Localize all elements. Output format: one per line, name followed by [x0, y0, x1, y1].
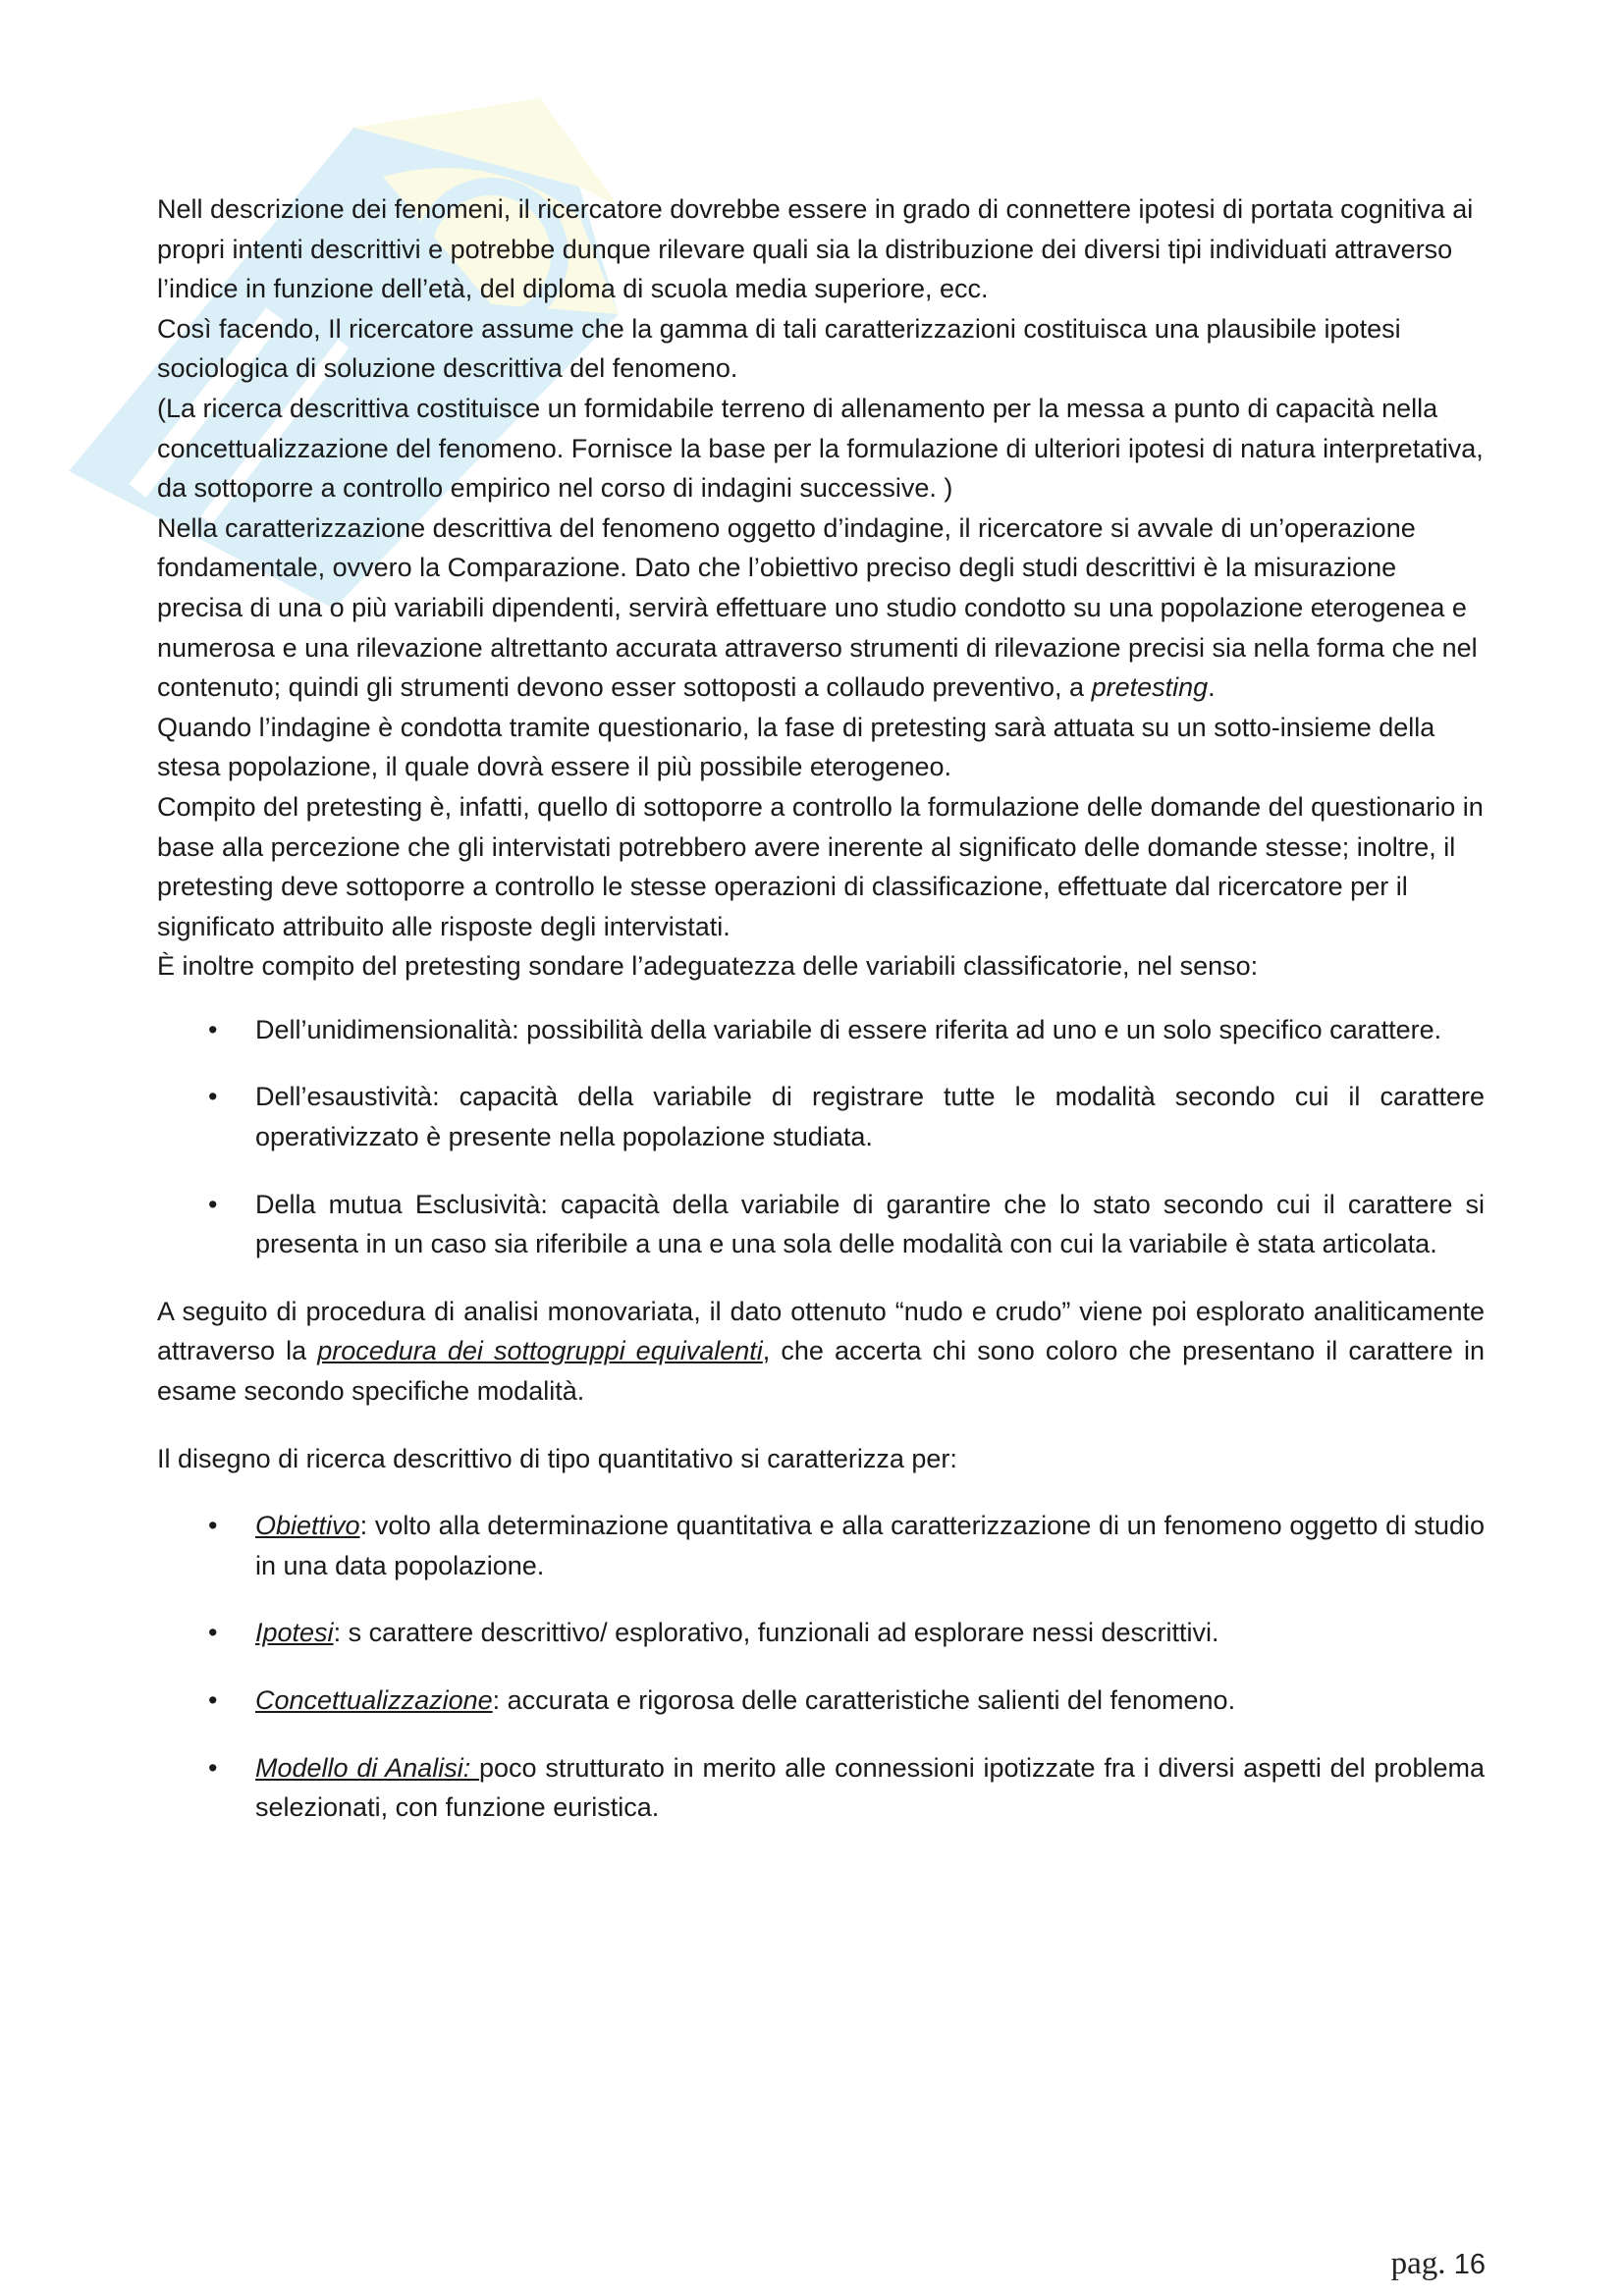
list-item: [157, 1613, 1485, 1653]
comparazione-end: .: [1208, 672, 1216, 703]
monovariata-after: , che accerta chi sono coloro che presentano il carattere in esame secondo specifiche modalità.: [157, 1336, 1485, 1407]
bullet-text: Dell’unidimensionalità: possibilità della variabile di essere riferita ad uno e un solo specifico carattere.: [255, 1014, 1442, 1044]
bullet-text: Dell’esaustività: capacità della variabile di registrare tutte le modalità secondo cui il carattere operativizzato è presente nella popolazione studiata.: [255, 1082, 1485, 1152]
pretesting-term: pretesting: [1091, 672, 1209, 703]
bullet-list-variabili: [157, 1010, 1485, 1264]
term-modello-analisi: Modello di Analisi:: [255, 1752, 479, 1783]
bullet-text: poco strutturato in merito alle connessioni ipotizzate fra i diversi aspetti del problema selezionati, con funzione euristica.: [255, 1752, 1485, 1823]
bullet-icon: •: [208, 1511, 218, 1541]
term-ipotesi: Ipotesi: [255, 1618, 334, 1648]
list-item: [157, 1185, 1485, 1264]
page-label: pag.: [1390, 2246, 1446, 2281]
term-concettualizzazione: Concettualizzazione: [255, 1685, 493, 1715]
paragraph-monovariata: [157, 1292, 1485, 1412]
paragraph-descrizione: Nell descrizione dei fenomeni, il ricercatore dovrebbe essere in grado di connettere ipotesi di portata cognitiva ai propri intenti descrittivi e potrebbe dunque rilevare quali sia la distribuzione dei diversi tipi individuati attraverso l’indice in funzione dell’età, del diploma di scuola media superiore, ecc.: [157, 194, 1474, 304]
bullet-icon: •: [208, 1618, 218, 1648]
monovariata-before: A seguito di procedura di analisi monovariata, il dato ottenuto “nudo e crudo” viene poi esplorato analiticamente attraverso la: [157, 1296, 1485, 1366]
paragraph-questionario: Quando l’indagine è condotta tramite questionario, la fase di pretesting sarà attuata su un sotto-insieme della stesa popolazione, il quale dovrà essere il più possibile eterogeneo.: [157, 712, 1435, 782]
bullet-icon: •: [208, 1082, 218, 1112]
list-item: [157, 1010, 1485, 1050]
page-number-value: 16: [1453, 2249, 1486, 2280]
document-page: [157, 189, 1485, 1855]
list-item: [157, 1748, 1485, 1828]
paragraph-ricerca-descrittiva: (La ricerca descrittiva costituisce un formidabile terreno di allenamento per la messa a punto di capacità nella concettualizzazione del fenomeno. Fornisce la base per la formulazione di ulteriori ipotesi di natura interpretativa, da sottoporre a controllo empirico nel corso di indagini successive. ): [157, 393, 1484, 504]
comparazione-text: Nella caratterizzazione descrittiva del fenomeno oggetto d’indagine, il ricercatore si avvale di un’operazione fondamentale, ovvero la Comparazione. Dato che l’obiettivo preciso degli studi descrittivi è la misurazione precisa di una o più variabili dipendenti, servirà effettuare uno studio condotto su una popolazione eterogenea e numerosa e una rilevazione altrettanto accurata attraverso strumenti di rilevazione precisi sia nella forma che nel contenuto; quindi gli strumenti devono esser sottoposti a collaudo preventivo, a: [157, 512, 1478, 703]
bullet-text: : s carattere descrittivo/ esplorativo, funzionali ad esplorare nessi descrittivi.: [333, 1618, 1219, 1648]
term-obiettivo: Obiettivo: [255, 1511, 360, 1541]
bullet-list-disegno: [157, 1506, 1485, 1828]
page-number: [1391, 2246, 1486, 2282]
list-item: [157, 1077, 1485, 1156]
paragraph-comparazione: [157, 508, 1485, 708]
bullet-icon: •: [208, 1189, 218, 1219]
bullet-text: Della mutua Esclusività: capacità della variabile di garantire che lo stato secondo cui il carattere si presenta in un caso sia riferibile a una e una sola delle modalità con cui la variabile è stata articolata.: [255, 1189, 1485, 1259]
list-item: [157, 1681, 1485, 1721]
list-item: [157, 1506, 1485, 1585]
bullet-icon: •: [208, 1685, 218, 1715]
bullet-text: : volto alla determinazione quantitativa e alla caratterizzazione di un fenomeno oggetto di studio in una data popolazione.: [255, 1511, 1485, 1580]
sottogruppi-link[interactable]: procedura dei sottogruppi equivalenti: [317, 1336, 763, 1366]
paragraph-adeguatezza: È inoltre compito del pretesting sondare l’adeguatezza delle variabili classificatorie, nel senso:: [157, 951, 1259, 982]
bullet-icon: •: [208, 1014, 218, 1044]
bullet-icon: •: [208, 1752, 218, 1783]
paragraph-cosi-facendo: Così facendo, Il ricercatore assume che la gamma di tali caratterizzazioni costituisca una plausibile ipotesi sociologica di soluzione descrittiva del fenomeno.: [157, 313, 1401, 384]
bullet-text: : accurata e rigorosa delle caratteristiche salienti del fenomeno.: [492, 1685, 1236, 1715]
paragraph-compito-pretesting: Compito del pretesting è, infatti, quello di sottoporre a controllo la formulazione delle domande del questionario in base alla percezione che gli intervistati potrebbero avere inerente al significato delle domande stesse; inoltre, il pretesting deve sottoporre a controllo le stesse operazioni di classificazione, effettuate dal ricercatore per il significato attribuito alle risposte degli intervistati.: [157, 791, 1484, 941]
paragraph-disegno-intro: Il disegno di ricerca descrittivo di tipo quantitativo si caratterizza per:: [157, 1443, 957, 1473]
